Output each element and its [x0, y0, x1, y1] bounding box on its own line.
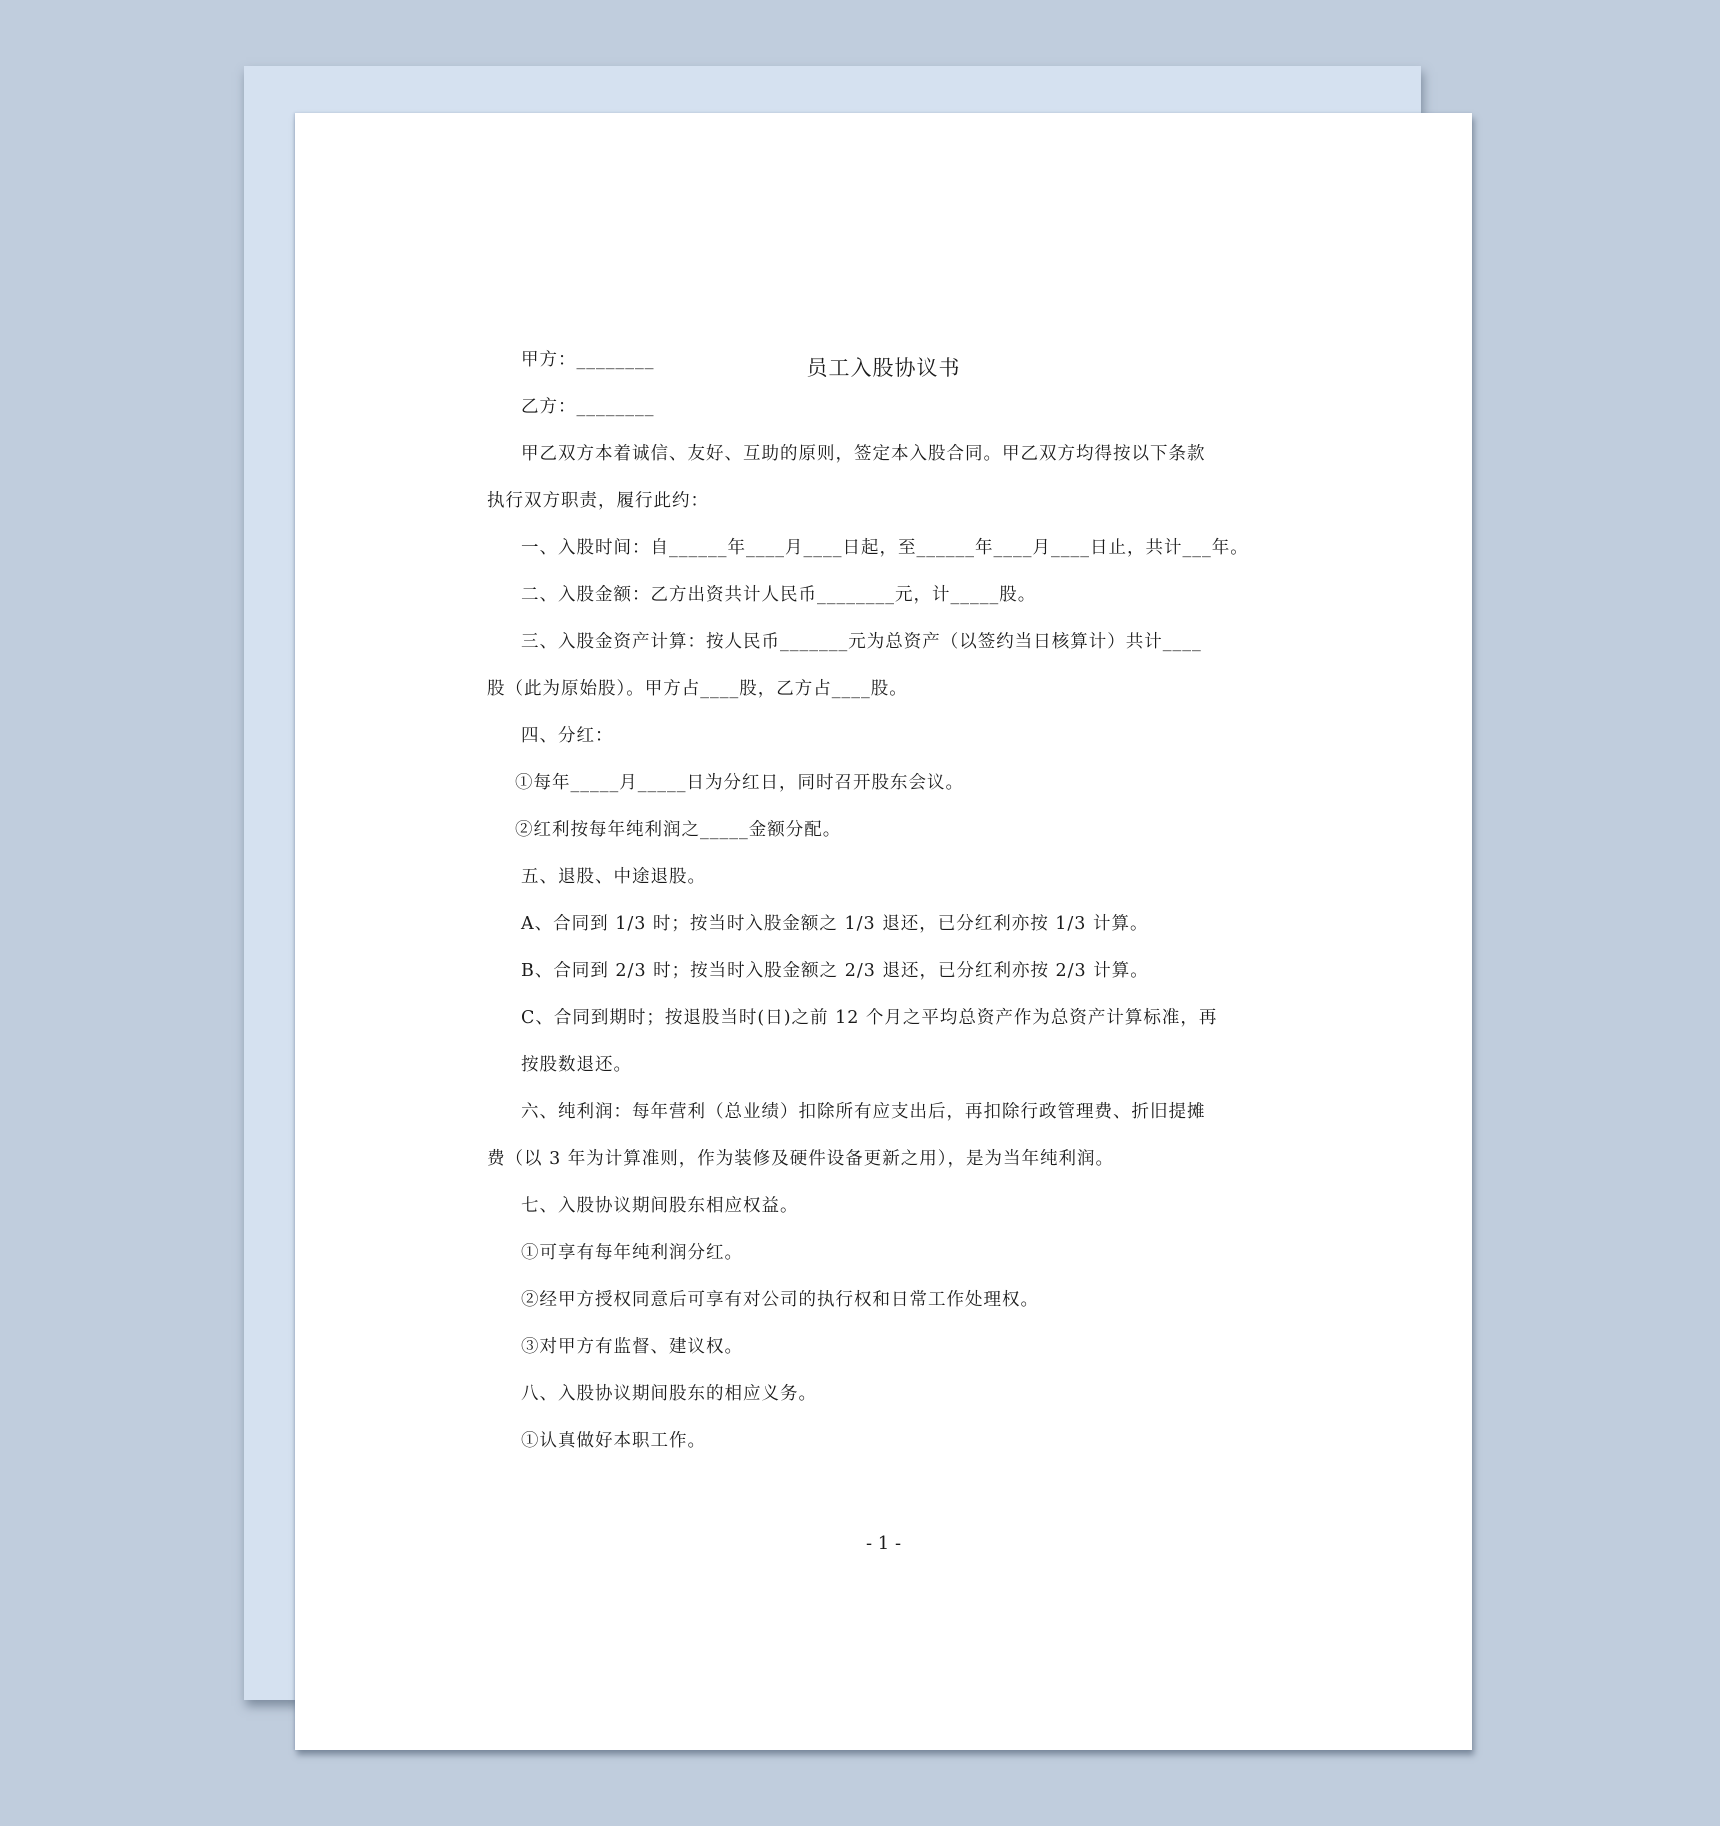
clause-8-heading: 八、入股协议期间股东的相应义务。: [521, 1384, 817, 1404]
clause-6-line-1: 六、纯利润：每年营利（总业绩）扣除所有应支出后，再扣除行政管理费、折旧提摊: [521, 1102, 1206, 1122]
document-title: 员工入股协议书: [806, 356, 961, 380]
clause-1-term: 一、入股时间：自______年____月____日起，至______年____月____日止，共计___年。: [521, 538, 1249, 558]
clause-5-item-a: A、合同到 1/3 时；按当时入股金额之 1/3 退还，已分红利亦按 1/3 计算。: [521, 914, 1149, 934]
clause-4-item-1: ①每年_____月_____日为分红日，同时召开股东会议。: [515, 773, 964, 793]
preamble-line-2: 执行双方职责，履行此约：: [487, 491, 709, 511]
clause-3-asset-line-1: 三、入股金资产计算：按人民币_______元为总资产（以签约当日核算计）共计____: [521, 632, 1202, 652]
clause-5-item-c-line-2: 按股数退还。: [521, 1055, 632, 1075]
clause-4-heading: 四、分红：: [521, 726, 614, 746]
clause-3-asset-line-2: 股（此为原始股）。甲方占____股，乙方占____股。: [487, 679, 908, 699]
page-number: - 1 -: [865, 1533, 902, 1554]
party-a-line: 甲方：________: [521, 350, 655, 370]
document-page: [295, 113, 1472, 1750]
clause-7-item-1: ①可享有每年纯利润分红。: [521, 1243, 743, 1263]
clause-7-heading: 七、入股协议期间股东相应权益。: [521, 1196, 799, 1216]
clause-5-heading: 五、退股、中途退股。: [521, 867, 706, 887]
clause-5-item-b: B、合同到 2/3 时；按当时入股金额之 2/3 退还，已分红利亦按 2/3 计算。: [521, 961, 1149, 981]
clause-2-amount: 二、入股金额：乙方出资共计人民币________元，计_____股。: [521, 585, 1037, 605]
preamble-line-1: 甲乙双方本着诚信、友好、互助的原则，签定本入股合同。甲乙双方均得按以下条款: [521, 444, 1206, 464]
clause-5-item-c-line-1: C、合同到期时；按退股当时(日)之前 12 个月之平均总资产作为总资产计算标准，再: [521, 1008, 1218, 1028]
party-b-line: 乙方：________: [521, 397, 655, 417]
clause-6-line-2: 费（以 3 年为计算准则，作为装修及硬件设备更新之用），是为当年纯利润。: [487, 1149, 1115, 1169]
clause-7-item-3: ③对甲方有监督、建议权。: [521, 1337, 743, 1357]
clause-4-item-2: ②红利按每年纯利润之_____金额分配。: [515, 820, 842, 840]
clause-7-item-2: ②经甲方授权同意后可享有对公司的执行权和日常工作处理权。: [521, 1290, 1039, 1310]
clause-8-item-1: ①认真做好本职工作。: [521, 1431, 706, 1451]
